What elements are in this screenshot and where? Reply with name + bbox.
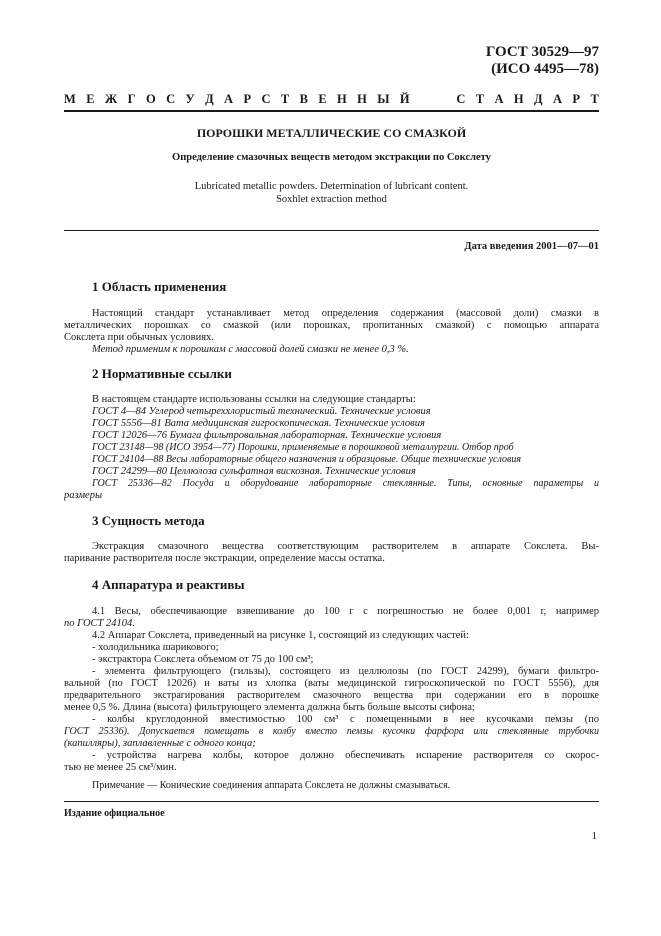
gost-code (486, 44, 599, 78)
section1-heading: 1 Область применения (92, 279, 227, 294)
banner-letter: Н (357, 91, 367, 106)
official-edition-label: Издание официальное (64, 808, 165, 819)
gost-code-line2: (ИСО 4495—78) (491, 61, 599, 77)
reference-item-continued: размеры (64, 490, 103, 501)
section4-heading: 4 Аппаратура и реактивы (92, 577, 245, 592)
banner-letter: С (456, 91, 466, 106)
banner-letter: А (494, 91, 504, 106)
section3-text-line: паривание растворителя после экстракции, определение массы остатка. (64, 553, 385, 564)
english-title (64, 181, 599, 206)
banner-letter: Н (513, 91, 524, 106)
title-rule (64, 230, 599, 231)
banner-letter: У (185, 91, 195, 106)
document-subtitle: Определение смазочных веществ методом экстракции по Сокслету (172, 152, 491, 163)
banner-letter: С (166, 91, 176, 106)
section1-text-line: Сокслета при обычных условиях. (64, 332, 214, 343)
banner-letter: Т (280, 91, 290, 106)
section4-note: Примечание — Конические соединения аппарата Сокслета не должны смазываться. (92, 780, 451, 791)
banner-letter: М (64, 91, 76, 106)
banner-letter: Т (590, 91, 599, 106)
footer-rule (64, 801, 599, 802)
reference-item: ГОСТ 23148—98 (ИСО 3954—77) Порошки, применяемые в порошковой металлургии. Отбор проб (92, 442, 514, 453)
banner-letter: Ж (104, 91, 118, 106)
english-title-line1: Lubricated metallic powders. Determination of lubricant content. (194, 181, 469, 192)
clause-4-2-line: 4.2 Аппарат Сокслета, приведенный на рисунке 1, состоящий из следующих частей: (92, 630, 469, 641)
banner-letter: Е (86, 91, 95, 106)
apparatus-item-continued: вальной (по ГОСТ 12026) и ваты из хлопка (ваты медицинской гигроскопической по ГОСТ 5556), для (64, 678, 599, 689)
banner-letter: Г (127, 91, 136, 106)
reference-item: ГОСТ 25336—82 Посуда и оборудование лабораторные стеклянные. Типы, основные параметры и (92, 478, 599, 489)
apparatus-item: - колбы круглодонной вместимостью 100 см³ с помещенными в нее кусочками пемзы (по (92, 714, 599, 725)
section2-heading: 2 Нормативные ссылки (92, 366, 232, 381)
banner-letter: Т (475, 91, 485, 106)
reference-item: ГОСТ 24299—80 Целлюлоза сульфатная вискозная. Технические условия (92, 466, 416, 477)
section1-text-line: Настоящий стандарт устанавливает метод определения содержания (массовой доли) смазки в (92, 308, 599, 319)
apparatus-item: - устройства нагрева колбы, которое должно обеспечивать испарение растворителя со скорос- (92, 750, 599, 761)
clause-4-1-line: 4.1 Весы, обеспечивающие взвешивание до 100 г с погрешностью не более 0,001 г, например (92, 606, 599, 617)
banner-letter: Д (534, 91, 543, 106)
effective-date: Дата введения 2001—07—01 (464, 241, 599, 252)
banner-letter: А (553, 91, 563, 106)
section1-text-line: металлических порошках со смазкой (или порошках, пропитанных смазкой) с помощью аппарата (64, 320, 599, 331)
apparatus-item-continued: (капилляры), заплавленные с одного конца; (64, 738, 256, 749)
english-title-line2: Soxhlet extraction method (276, 193, 387, 205)
banner-letter: Й (399, 91, 410, 106)
banner-letter: Е (318, 91, 327, 106)
apparatus-item-continued: тью не менее 25 см³/мин. (64, 762, 177, 773)
page-number: 1 (591, 830, 597, 842)
apparatus-item: - элемента фильтрующего (гильзы), состоящего из целлюлозы (по ГОСТ 24299), бумаги фильтро- (92, 666, 599, 677)
apparatus-item-continued: менее 0,5 %. Длина (высота) фильтрующего элемента должна быть больше высоты сифона; (64, 702, 475, 713)
apparatus-item-continued: ГОСТ 25336). Допускается помещать в колбу вместо пемзы кусочки фарфора или стеклянные трубочки (64, 726, 599, 737)
banner-letter: С (261, 91, 271, 106)
reference-item: ГОСТ 24104—88 Весы лабораторные общего назначения и образцовые. Общие технические условия (92, 454, 521, 465)
header-rule (64, 110, 599, 112)
banner-letter: В (299, 91, 308, 106)
banner-letter: О (145, 91, 156, 106)
apparatus-item: - экстрактора Сокслета объемом от 75 до 100 см³; (92, 654, 314, 665)
section2-intro: В настоящем стандарте использованы ссылки на следующие стандарты: (92, 394, 416, 405)
banner-letter: А (224, 91, 234, 106)
banner-letter: Н (337, 91, 347, 106)
gost-code-line1: ГОСТ 30529—97 (485, 44, 599, 60)
document-title: ПОРОШКИ МЕТАЛЛИЧЕСКИЕ СО СМАЗКОЙ (196, 126, 467, 140)
section3-text-line: Экстракция смазочного вещества соответствующим растворителем в аппарате Сокслета. Вы- (92, 541, 599, 552)
banner-letter: Р (572, 91, 581, 106)
section3-heading: 3 Сущность метода (92, 513, 205, 528)
clause-4-1-line: по ГОСТ 24104. (64, 618, 135, 629)
reference-item: ГОСТ 12026—76 Бумага фильтровальная лабораторная. Технические условия (92, 430, 442, 441)
standard-banner (64, 90, 599, 108)
banner-letter: Ы (377, 91, 390, 106)
reference-item: ГОСТ 5556—81 Вата медицинская гигроскопическая. Технические условия (92, 418, 425, 429)
reference-item: ГОСТ 4—84 Углерод четыреххлористый технический. Технические условия (92, 406, 431, 417)
banner-letter: Д (205, 91, 214, 106)
banner-letter: Р (243, 91, 252, 106)
apparatus-item: - холодильника шарикового; (92, 642, 219, 653)
section1-scope-note: Метод применим к порошкам с массовой долей смазки не менее 0,3 %. (92, 344, 409, 355)
apparatus-item-continued: предварительного экстрагирования растворителем смазочного вещества при содержании его в порошке (64, 690, 599, 701)
